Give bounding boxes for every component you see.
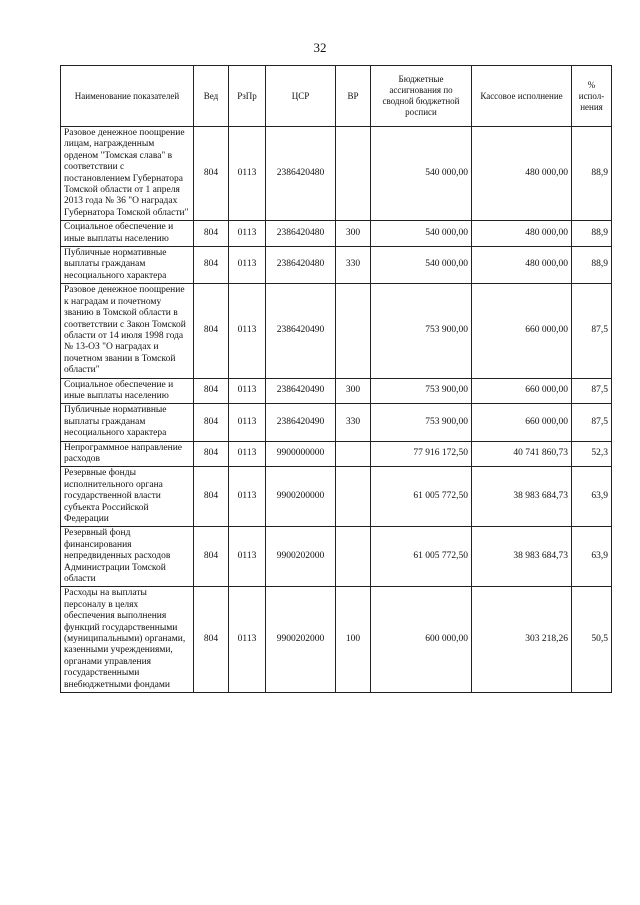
cell-vr: 330 [336,247,371,284]
table-row [61,441,612,467]
cell-budget: 61 005 772,50 [371,527,472,587]
cell-name: Социальное обеспечение и иные выплаты населению [61,378,194,404]
cell-budget: 540 000,00 [371,247,472,284]
cell-csr: 2386420490 [266,404,336,441]
cell-pct: 52,3 [572,441,612,467]
cell-name: Разовое денежное поощрение лицам, награжденным орденом "Томская слава" в соответствии с постановлением Губернатора Томской области от 1 апреля 2013 года № 36 "О наградах Губернатора Томской области" [61,127,194,221]
cell-rzpr: 0113 [229,284,266,378]
cell-name: Публичные нормативные выплаты гражданам несоциального характера [61,247,194,284]
table-row [61,127,612,221]
cell-pct: 88,9 [572,221,612,247]
cell-vr: 330 [336,404,371,441]
cell-cash: 38 983 684,73 [472,467,572,527]
cell-budget: 753 900,00 [371,378,472,404]
cell-name: Резервные фонды исполнительного органа государственной власти субъекта Российской Федерации [61,467,194,527]
cell-budget: 540 000,00 [371,127,472,221]
table-row [61,284,612,378]
cell-cash: 660 000,00 [472,404,572,441]
cell-ved: 804 [194,527,229,587]
table-row [61,378,612,404]
cell-vr [336,467,371,527]
cell-budget: 77 916 172,50 [371,441,472,467]
cell-pct: 63,9 [572,527,612,587]
cell-rzpr: 0113 [229,127,266,221]
header-vr: ВР [336,66,371,127]
cell-pct: 88,9 [572,127,612,221]
page-number: 32 [313,40,327,55]
cell-budget: 61 005 772,50 [371,467,472,527]
cell-csr: 2386420480 [266,247,336,284]
cell-vr [336,127,371,221]
cell-rzpr: 0113 [229,467,266,527]
table-row [61,527,612,587]
cell-ved: 804 [194,247,229,284]
header-ved: Вед [194,66,229,127]
cell-ved: 804 [194,587,229,693]
cell-pct: 50,5 [572,587,612,693]
cell-csr: 2386420480 [266,127,336,221]
header-row [61,66,612,127]
cell-name: Публичные нормативные выплаты гражданам несоциального характера [61,404,194,441]
budget-table [60,65,612,693]
cell-csr: 9900000000 [266,441,336,467]
table-row [61,587,612,693]
cell-pct: 87,5 [572,378,612,404]
cell-csr: 2386420490 [266,284,336,378]
cell-budget: 600 000,00 [371,587,472,693]
cell-csr: 2386420490 [266,378,336,404]
cell-budget: 753 900,00 [371,284,472,378]
cell-csr: 2386420480 [266,221,336,247]
cell-name: Разовое денежное поощрение к наградам и почетному званию в Томской области в соответствии с Закон Томской области от 14 июля 1998 года № 13-ОЗ "О наградах и почетном звании в Томской области" [61,284,194,378]
cell-vr: 300 [336,378,371,404]
cell-pct: 88,9 [572,247,612,284]
cell-budget: 540 000,00 [371,221,472,247]
cell-csr: 9900202000 [266,527,336,587]
cell-pct: 63,9 [572,467,612,527]
cell-name: Непрограммное направление расходов [61,441,194,467]
cell-vr [336,284,371,378]
cell-cash: 480 000,00 [472,221,572,247]
header-budget: Бюджетные ассигнования по сводной бюджетной росписи [371,66,472,127]
cell-cash: 480 000,00 [472,247,572,284]
cell-budget: 753 900,00 [371,404,472,441]
table-row [61,247,612,284]
cell-vr: 300 [336,221,371,247]
table-row [61,404,612,441]
cell-ved: 804 [194,441,229,467]
cell-vr [336,527,371,587]
cell-ved: 804 [194,127,229,221]
cell-ved: 804 [194,221,229,247]
header-cash: Кассовое исполнение [472,66,572,127]
cell-name: Резервный фонд финансирования непредвиденных расходов Администрации Томской области [61,527,194,587]
cell-rzpr: 0113 [229,527,266,587]
cell-cash: 303 218,26 [472,587,572,693]
cell-csr: 9900200000 [266,467,336,527]
header-csr: ЦСР [266,66,336,127]
header-pct: % испол-нения [572,66,612,127]
cell-csr: 9900202000 [266,587,336,693]
cell-ved: 804 [194,404,229,441]
cell-vr: 100 [336,587,371,693]
cell-name: Социальное обеспечение и иные выплаты населению [61,221,194,247]
cell-ved: 804 [194,467,229,527]
header-rzpr: РзПр [229,66,266,127]
cell-pct: 87,5 [572,404,612,441]
cell-rzpr: 0113 [229,378,266,404]
header-name: Наименование показателей [61,66,194,127]
cell-rzpr: 0113 [229,587,266,693]
cell-cash: 40 741 860,73 [472,441,572,467]
cell-cash: 480 000,00 [472,127,572,221]
table-row [61,467,612,527]
cell-cash: 660 000,00 [472,284,572,378]
cell-name: Расходы на выплаты персоналу в целях обеспечения выполнения функций государственными (муниципальными) органами, казенными учреждениями, органами управления государственными внебюджетными фондами [61,587,194,693]
cell-rzpr: 0113 [229,441,266,467]
cell-ved: 804 [194,378,229,404]
cell-cash: 660 000,00 [472,378,572,404]
cell-rzpr: 0113 [229,221,266,247]
cell-cash: 38 983 684,73 [472,527,572,587]
cell-pct: 87,5 [572,284,612,378]
cell-rzpr: 0113 [229,404,266,441]
cell-rzpr: 0113 [229,247,266,284]
table-row [61,221,612,247]
cell-ved: 804 [194,284,229,378]
cell-vr [336,441,371,467]
